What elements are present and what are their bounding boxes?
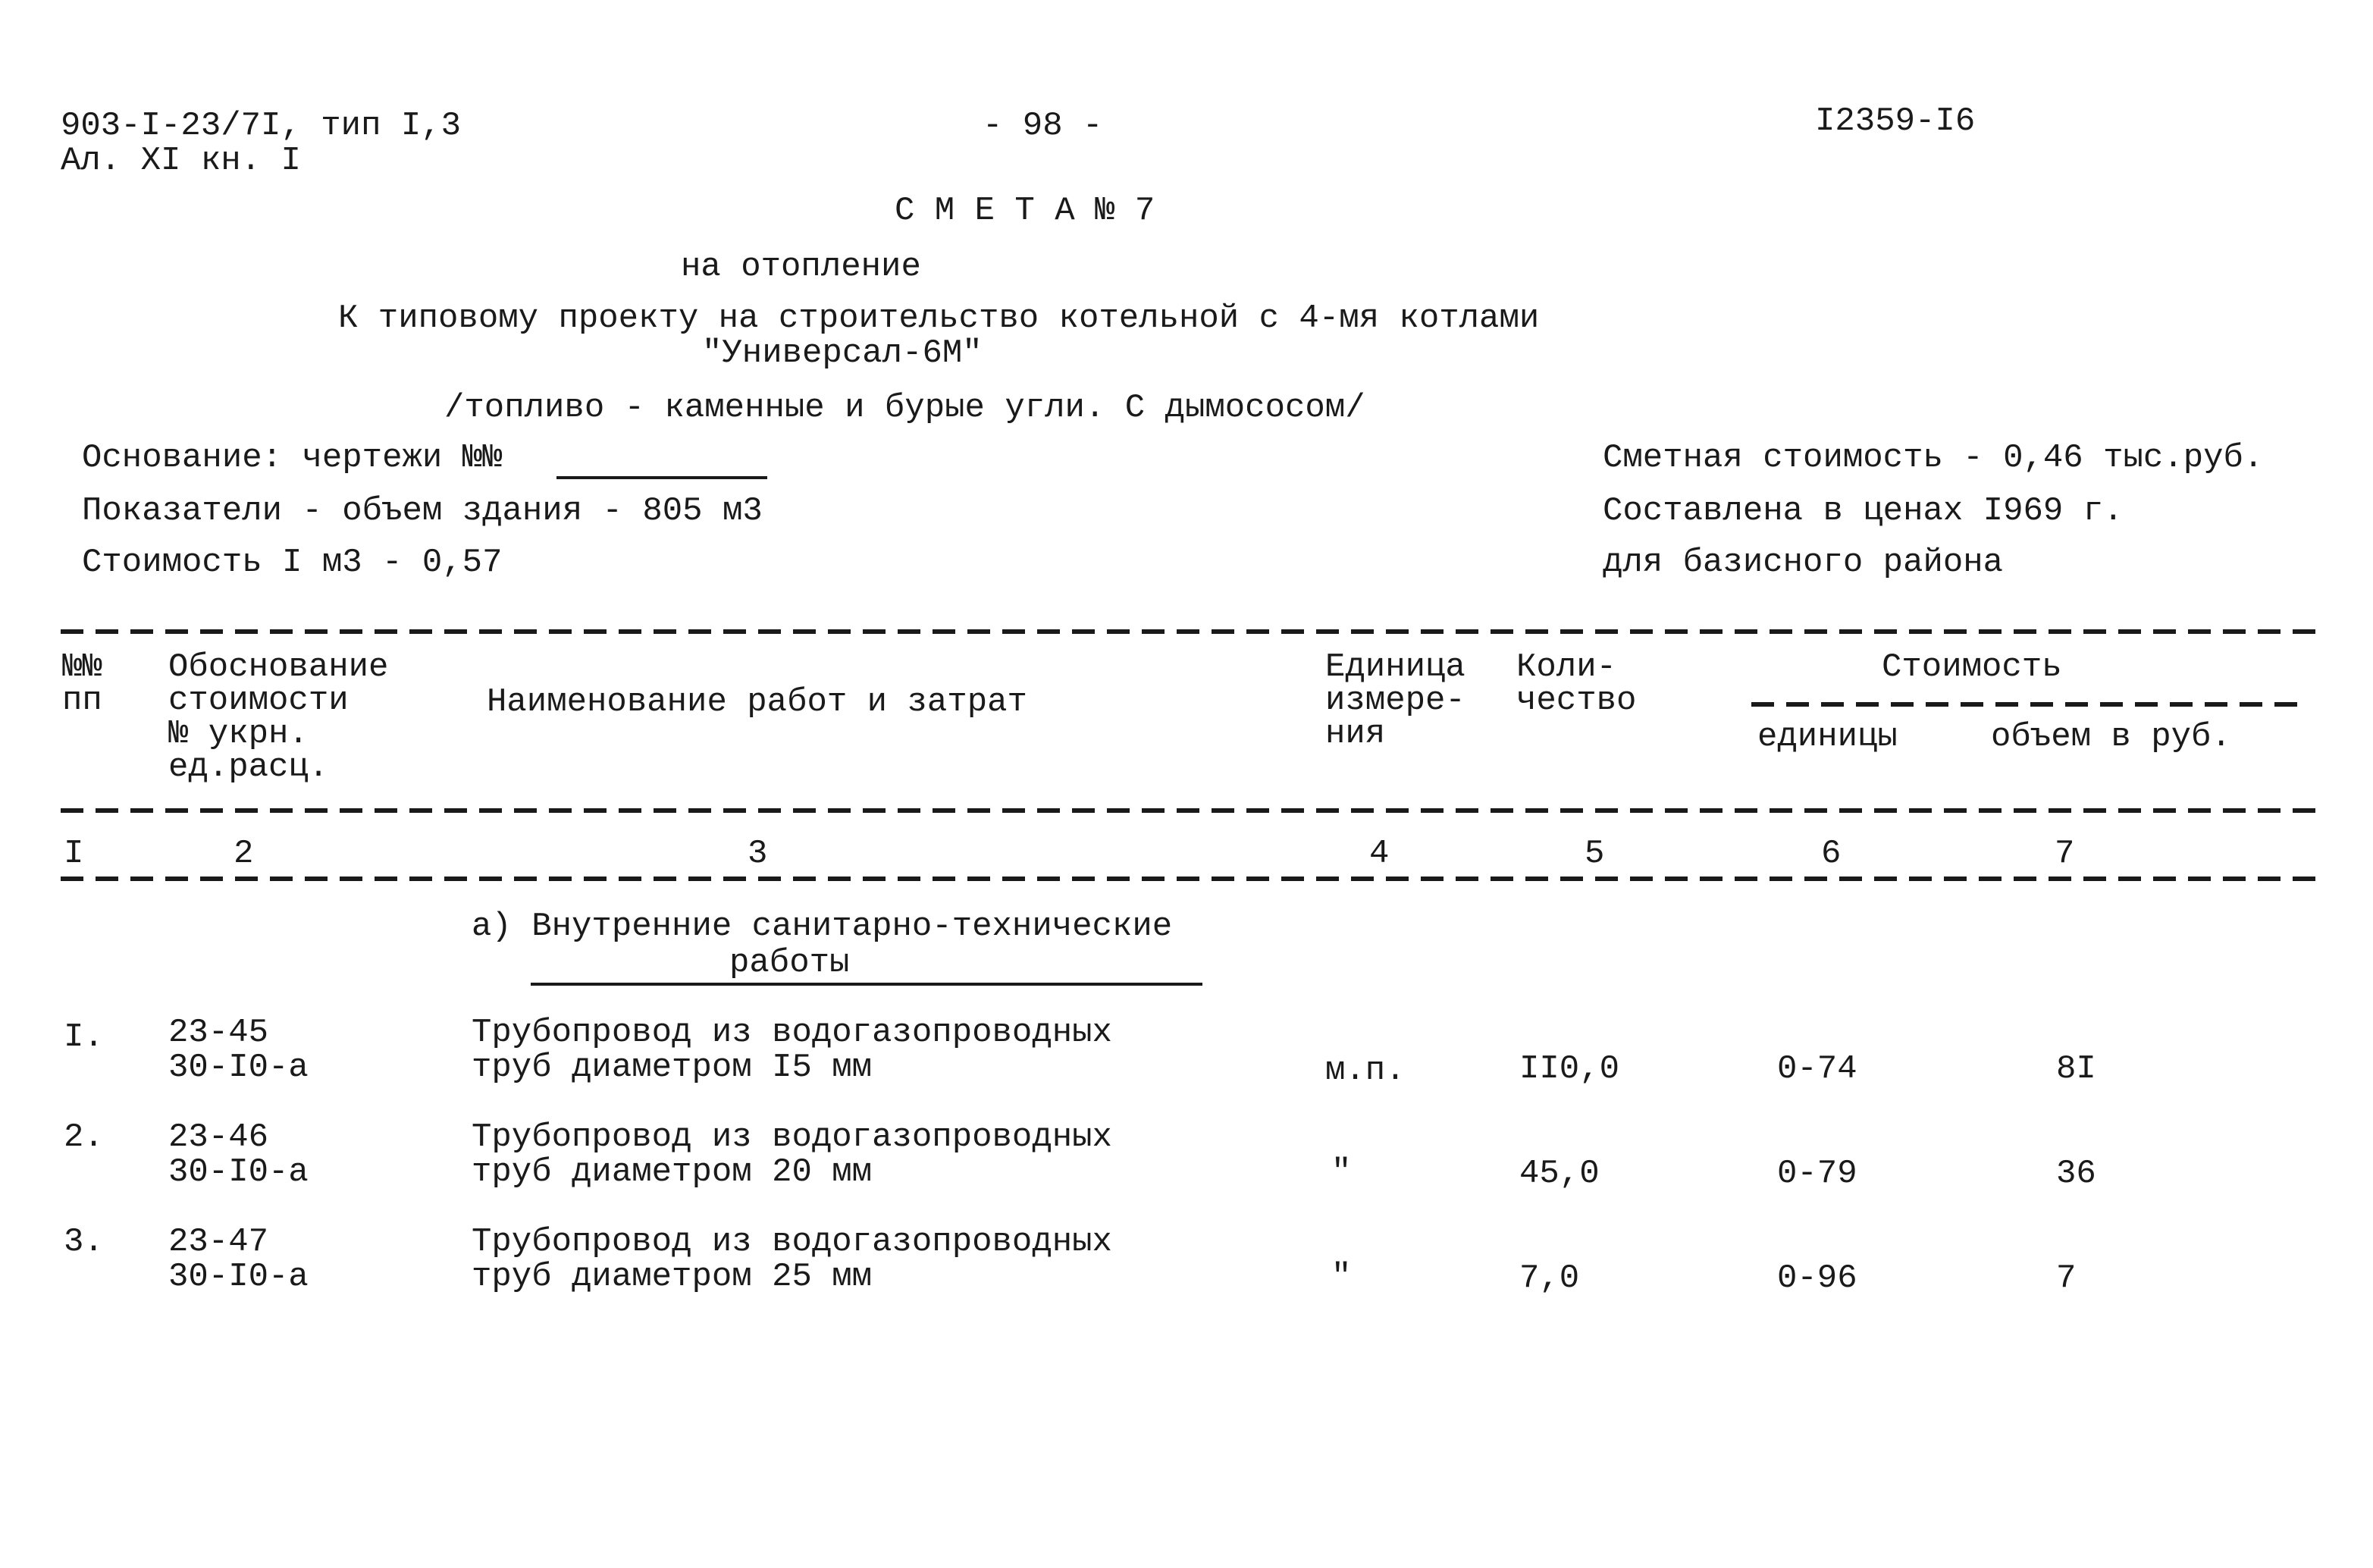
estimate-heading: С М Е Т А № 7 bbox=[895, 192, 1155, 230]
row-unit-price: 0-79 bbox=[1777, 1155, 1857, 1193]
header-basis: Обоснование стоимости № укрн. ед.расц. bbox=[168, 648, 389, 786]
fuel-note: /топливо - каменные и бурые угли. С дымососом/ bbox=[444, 389, 1365, 427]
header-quantity: Коли- чество bbox=[1516, 648, 1637, 720]
row-total: 8I bbox=[2056, 1050, 2096, 1088]
column-number-rule bbox=[61, 877, 2317, 881]
project-line-1: К типовому проекту на строительство котельной с 4-мя котлами bbox=[338, 299, 1540, 337]
section-underline bbox=[531, 983, 1202, 986]
row-unit-price: 0-74 bbox=[1777, 1050, 1857, 1088]
header-cost-group: Стоимость bbox=[1882, 648, 2062, 686]
column-number: 5 bbox=[1585, 835, 1605, 873]
row-code-secondary: 30-I0-а bbox=[168, 1049, 309, 1087]
page-number: - 98 - bbox=[983, 107, 1103, 145]
row-unit: м.п. bbox=[1325, 1052, 1406, 1090]
row-name-continued: труб диаметром 20 мм bbox=[472, 1153, 873, 1191]
header-bottom-rule bbox=[61, 808, 2317, 813]
row-name: Трубопровод из водогазопроводных bbox=[472, 1118, 1112, 1156]
basis-label: Основание: чертежи №№ bbox=[82, 439, 503, 477]
header-name: Наименование работ и затрат bbox=[487, 683, 1027, 721]
row-number: 3. bbox=[64, 1223, 104, 1261]
row-unit: " bbox=[1331, 1258, 1352, 1296]
row-code: 23-46 bbox=[168, 1118, 269, 1156]
section-title-continued: работы bbox=[729, 944, 850, 982]
row-total: 36 bbox=[2056, 1155, 2096, 1193]
estimated-cost: Сметная стоимость - 0,46 тыс.руб. bbox=[1603, 439, 2264, 477]
cost-group-rule bbox=[1751, 702, 2302, 707]
row-quantity: II0,0 bbox=[1519, 1050, 1620, 1088]
column-number: 3 bbox=[748, 835, 768, 873]
header-unit: Единица измере- ния bbox=[1325, 648, 1465, 753]
row-name-continued: труб диаметром I5 мм bbox=[472, 1049, 873, 1087]
header-number: №№ пп bbox=[62, 648, 102, 720]
project-line-2: "Универсал-6М" bbox=[702, 334, 983, 372]
column-number: 2 bbox=[234, 835, 254, 873]
document-code: 903-I-23/7I, тип I,3 bbox=[61, 107, 462, 145]
album-book: Ал. XI кн. I bbox=[61, 142, 301, 180]
basis-blank-line bbox=[556, 476, 767, 479]
doc-number: I2359-I6 bbox=[1815, 102, 1976, 140]
estimate-subheading: на отопление bbox=[681, 248, 921, 286]
row-name-continued: труб диаметром 25 мм bbox=[472, 1258, 873, 1296]
row-total: 7 bbox=[2056, 1259, 2077, 1297]
row-name: Трубопровод из водогазопроводных bbox=[472, 1014, 1112, 1052]
column-number: 4 bbox=[1369, 835, 1390, 873]
row-quantity: 45,0 bbox=[1519, 1155, 1600, 1193]
region: для базисного района bbox=[1603, 544, 2004, 582]
row-code-secondary: 30-I0-а bbox=[168, 1258, 309, 1296]
row-unit: " bbox=[1331, 1153, 1352, 1191]
section-title: а) Внутренние санитарно-технические bbox=[472, 908, 1173, 946]
row-name: Трубопровод из водогазопроводных bbox=[472, 1223, 1112, 1261]
row-code: 23-45 bbox=[168, 1014, 269, 1052]
row-number: I. bbox=[64, 1018, 104, 1056]
table-top-rule bbox=[61, 629, 2317, 634]
row-number: 2. bbox=[64, 1118, 104, 1156]
row-quantity: 7,0 bbox=[1519, 1259, 1580, 1297]
header-total-cost: объем в руб. bbox=[1991, 718, 2231, 756]
unit-cost: Стоимость I м3 - 0,57 bbox=[82, 544, 503, 582]
volume-indicator: Показатели - объем здания - 805 м3 bbox=[82, 492, 763, 530]
row-unit-price: 0-96 bbox=[1777, 1259, 1857, 1297]
header-unit-cost: единицы bbox=[1757, 718, 1898, 756]
row-code-secondary: 30-I0-а bbox=[168, 1153, 309, 1191]
column-number: 7 bbox=[2055, 835, 2075, 873]
prices-year: Составлена в ценах I969 г. bbox=[1603, 492, 2124, 530]
column-number: I bbox=[64, 835, 84, 873]
column-number: 6 bbox=[1821, 835, 1842, 873]
row-code: 23-47 bbox=[168, 1223, 269, 1261]
